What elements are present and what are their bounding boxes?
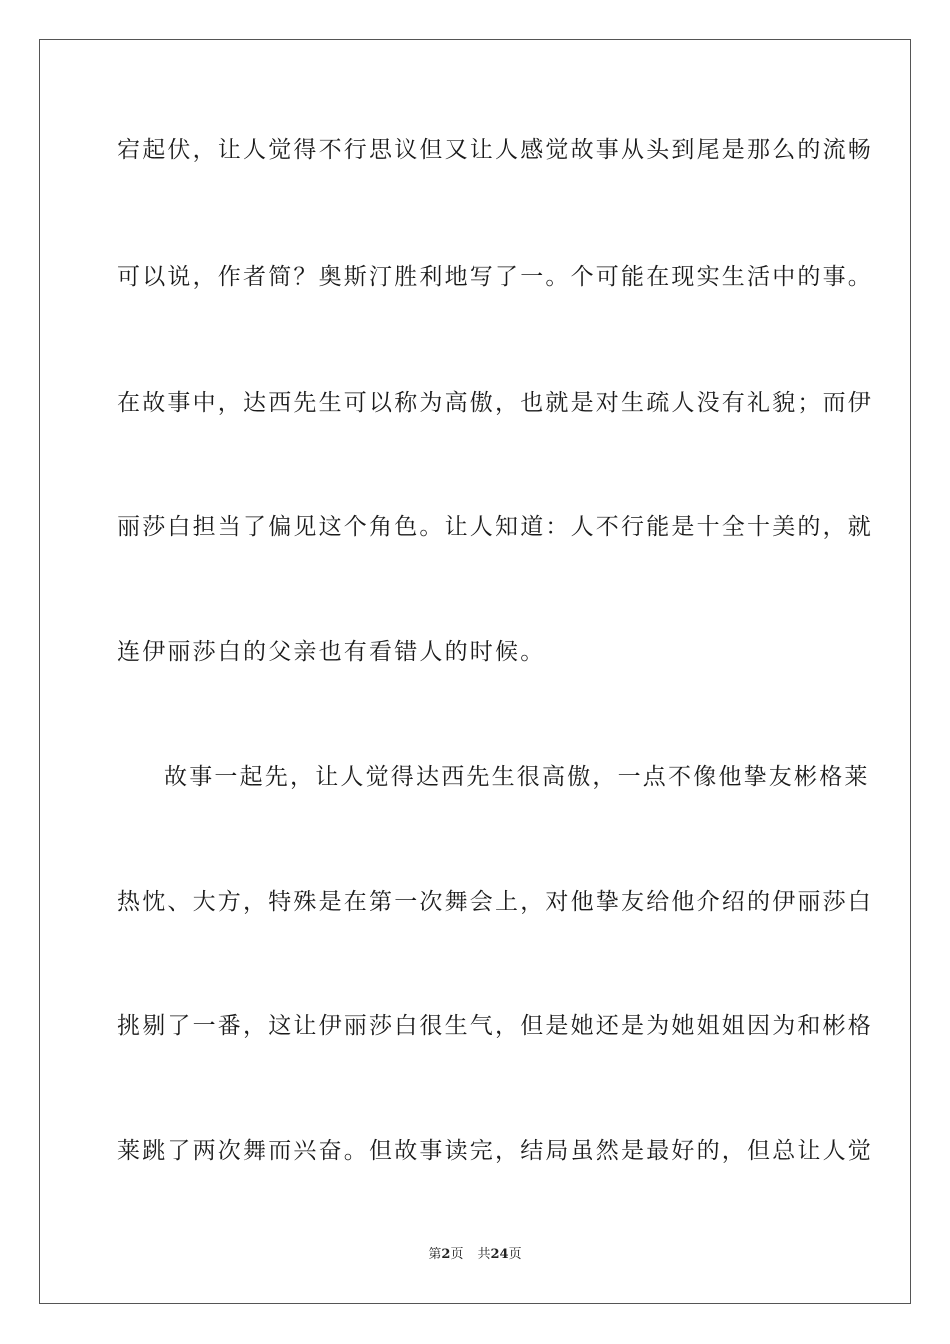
page-footer (0, 1246, 950, 1264)
page-suffix: 页 (450, 1247, 464, 1262)
text-line: 宕起伏，让人觉得不行思议但又让人感觉故事从头到尾是那么的流畅 (117, 137, 873, 163)
text-line: 在故事中，达西先生可以称为高傲，也就是对生疏人没有礼貌；而伊 (117, 390, 873, 416)
total-pages: 24 (490, 1247, 509, 1262)
page-prefix: 第 (428, 1247, 442, 1262)
total-suffix: 页 (508, 1247, 522, 1262)
paragraph-first-line: 故事一起先，让人觉得达西先生很高傲，一点不像他挚友彬格莱 (164, 764, 870, 790)
text-line: 莱跳了两次舞而兴奋。但故事读完，结局虽然是最好的，但总让人觉 (117, 1138, 873, 1164)
page-number: 2 (441, 1247, 451, 1262)
text-line: 可以说，作者简？奥斯汀胜利地写了一。个可能在现实生活中的事。 (117, 264, 873, 290)
page-border (39, 39, 911, 1304)
text-line: 热忱、大方，特殊是在第一次舞会上，对他挚友给他介绍的伊丽莎白 (117, 889, 873, 915)
text-line: 挑剔了一番，这让伊丽莎白很生气，但是她还是为她姐姐因为和彬格 (117, 1013, 873, 1039)
text-line: 连伊丽莎白的父亲也有看错人的时候。 (117, 639, 546, 665)
total-prefix: 共 (477, 1247, 491, 1262)
text-line: 丽莎白担当了偏见这个角色。让人知道：人不行能是十全十美的，就 (117, 514, 873, 540)
